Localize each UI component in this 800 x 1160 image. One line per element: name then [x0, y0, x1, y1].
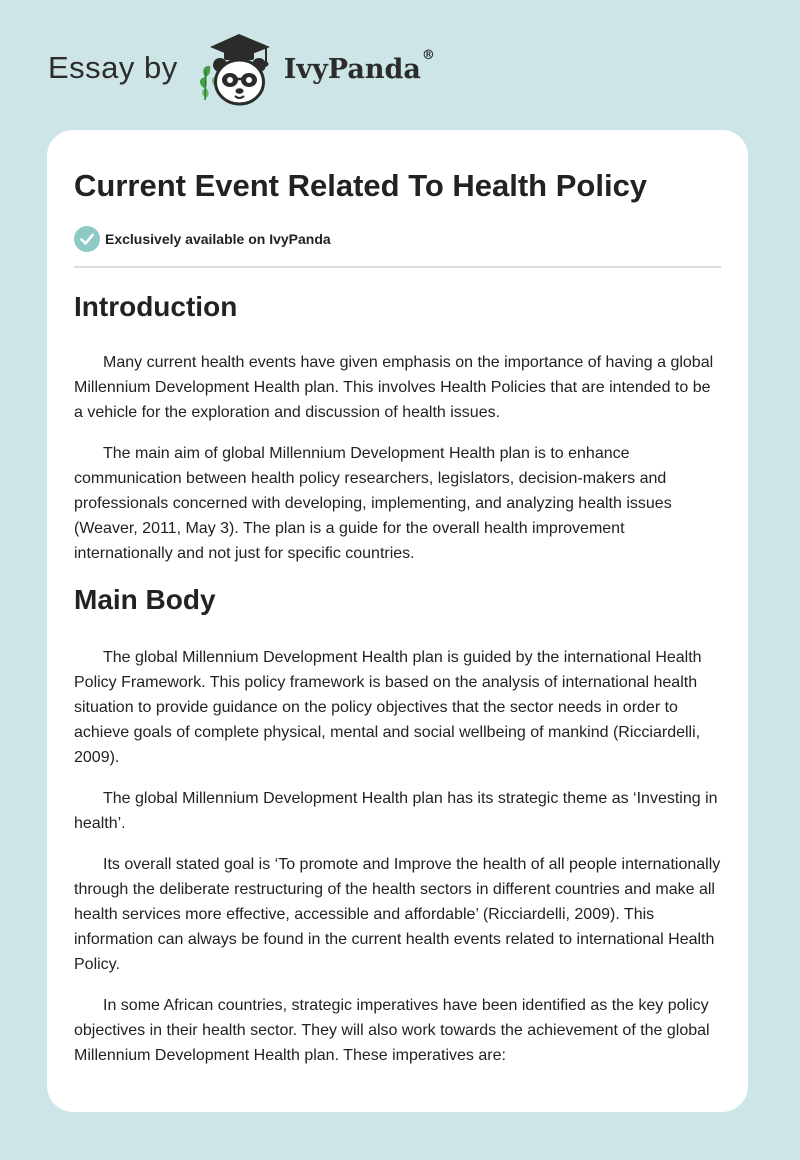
brand-name — [283, 47, 435, 85]
essay-by-label: Essay by — [48, 50, 178, 85]
registered-mark: ® — [421, 47, 435, 63]
paragraph: The global Millennium Development Health plan has its strategic theme as ‘Investing in health’. — [74, 790, 718, 832]
paragraph: The global Millennium Development Health plan is guided by the international Health Policy Framework. This policy framework is based on the analysis of international health situation to provide guidance on the policy objectives that the sector needs in order to achieve goals of complete physical, mental and social wellbeing of mankind (Ricciardelli, 2009). — [74, 649, 702, 766]
paragraph: Many current health events have given emphasis on the importance of having a global Millennium Development Health plan. This involves Health Policies that are intended to be a vehicle for the exploration and discussion of health issues. — [74, 354, 714, 421]
essay-title: Current Event Related To Health Policy — [74, 168, 648, 203]
essay-card — [47, 130, 748, 1112]
check-badge-icon — [74, 226, 100, 252]
paragraph: Its overall stated goal is ‘To promote and Improve the health of all people internationally through the deliberate restructuring of the health sectors in different countries and make all health services more effective, accessible and affordable’ (Ricciardelli, 2009). This information can always be found in the current health events related to international Health Policy. — [74, 856, 721, 973]
paragraph: The main aim of global Millennium Development Health plan is to enhance communication between health policy researchers, legislators, decision-makers and professionals concerned with developing, implementing, and analyzing health issues (Weaver, 2011, May 3). The plan is a guide for the overall health improvement internationally and not just for specific countries. — [74, 445, 672, 562]
section-heading-main-body: Main Body — [74, 584, 216, 615]
brand-header — [48, 30, 435, 110]
panda-graduate-logo-icon — [192, 30, 280, 110]
brand-name-text: IvyPanda — [283, 53, 421, 85]
exclusive-label: Exclusively available on IvyPanda — [105, 231, 331, 247]
exclusive-badge-row — [74, 226, 721, 252]
title-divider — [74, 266, 721, 268]
section-heading-introduction: Introduction — [74, 291, 238, 322]
paragraph: In some African countries, strategic imperatives have been identified as the key policy objectives in their health sector. They will also work towards the achievement of the global Millennium Development Health plan. These imperatives are: — [74, 997, 710, 1064]
